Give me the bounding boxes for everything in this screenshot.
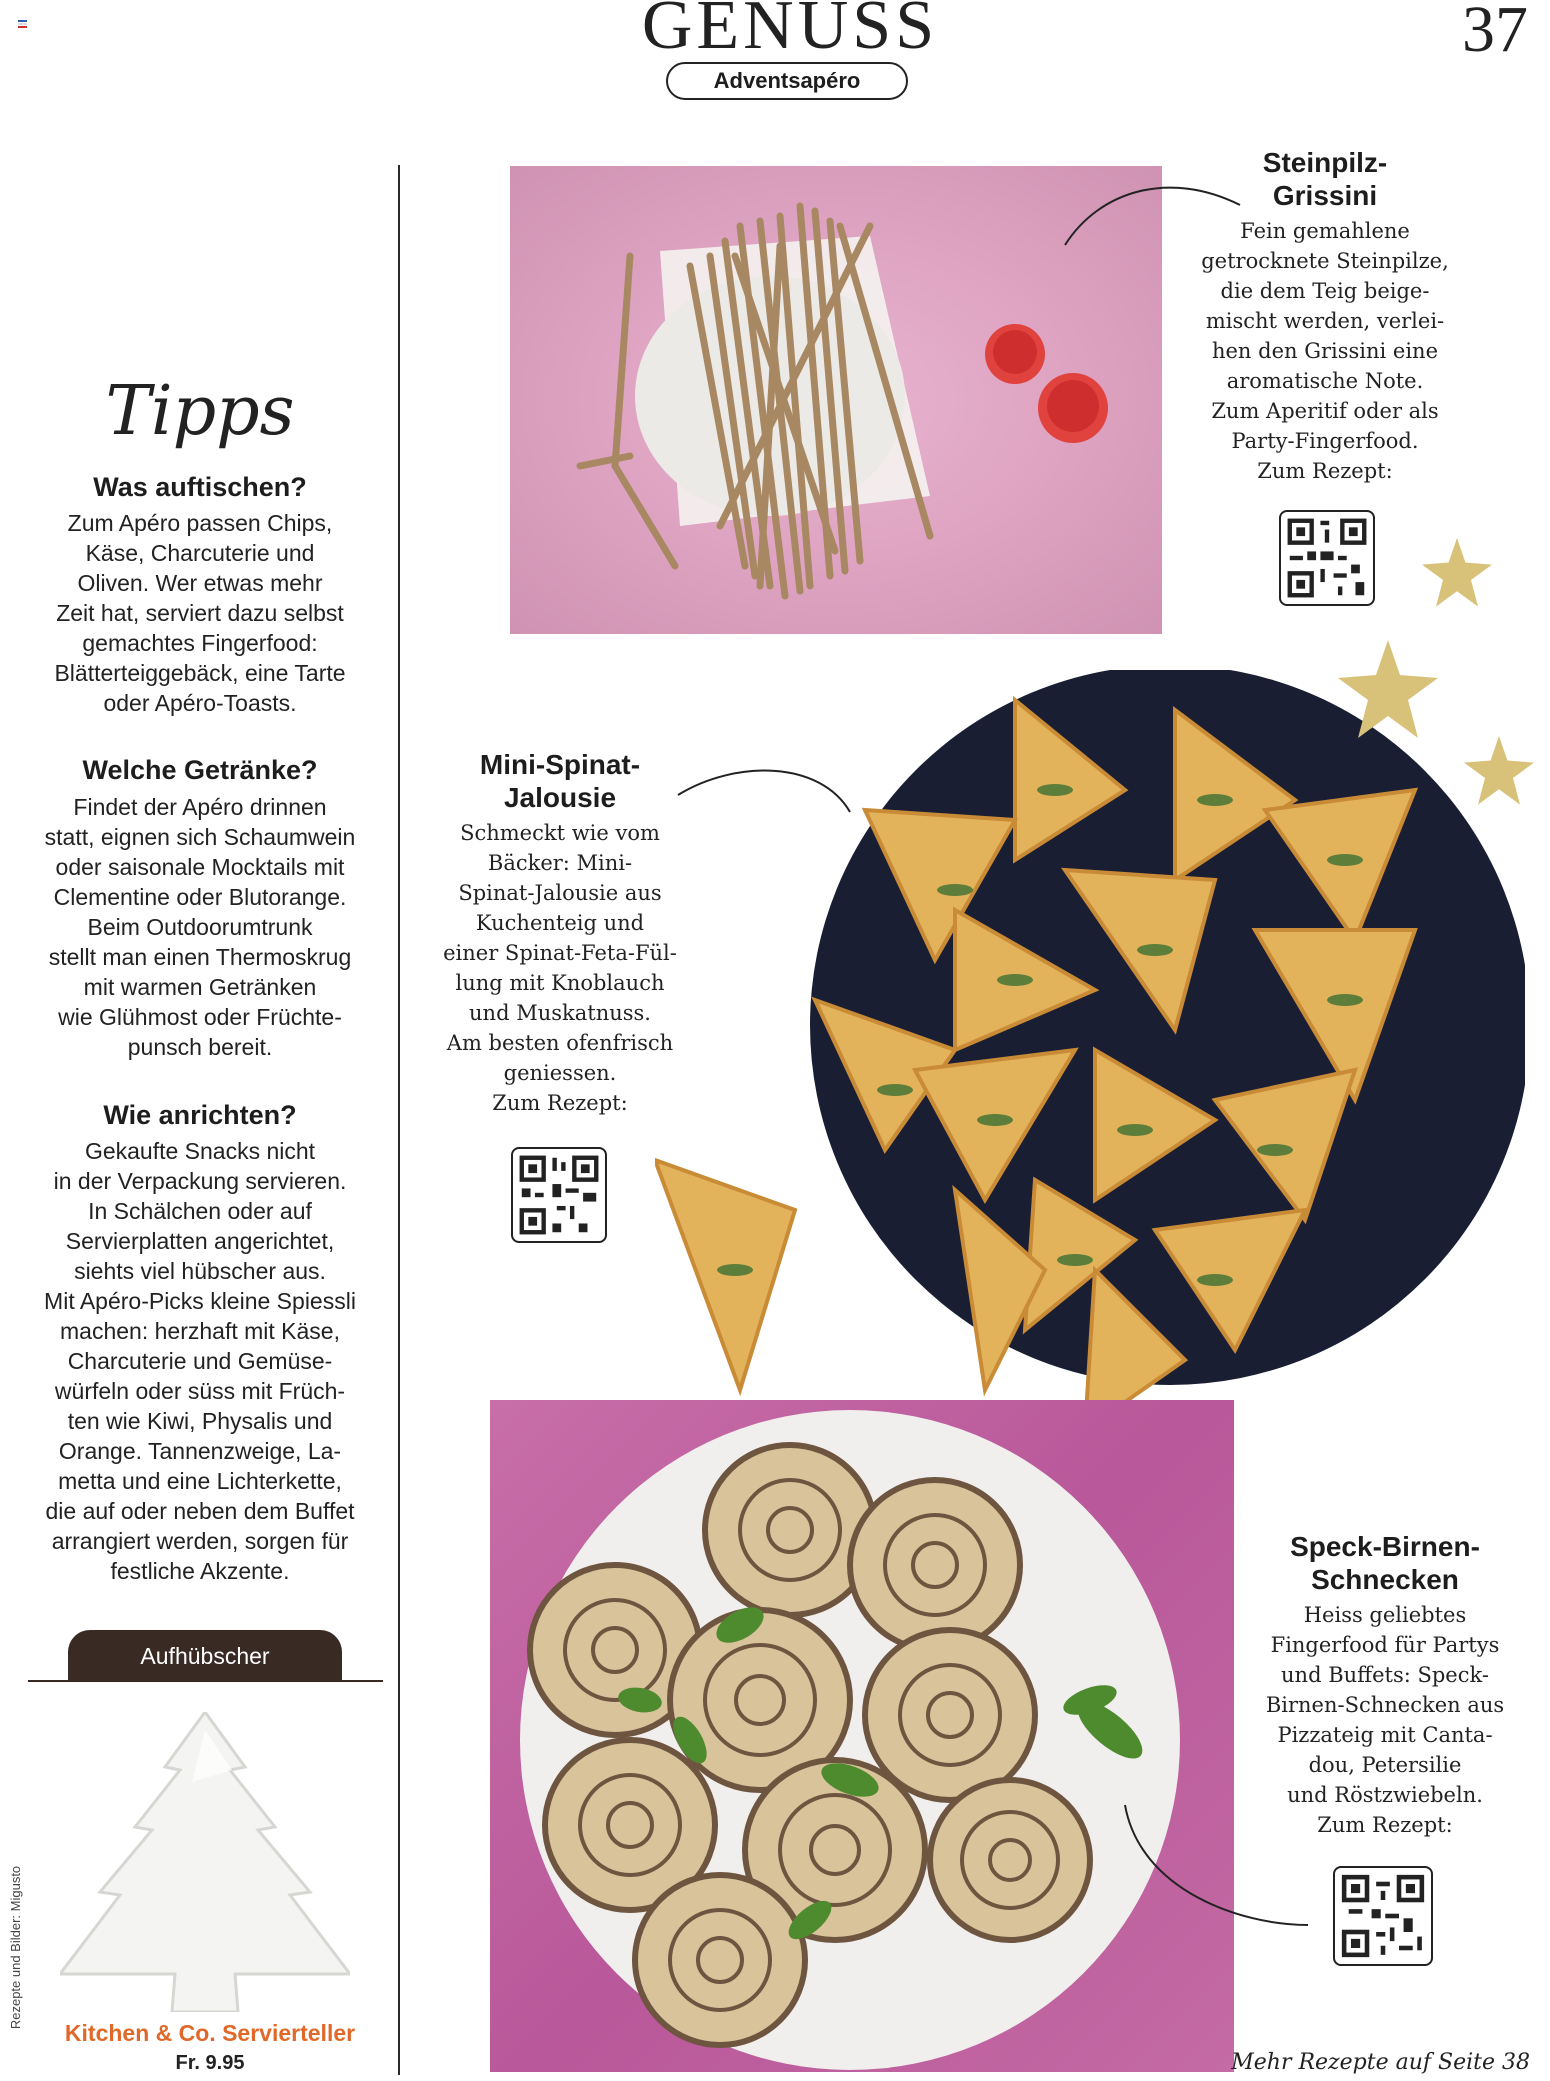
star-icon <box>1464 736 1534 806</box>
product-price: Fr. 9.95 <box>175 2052 245 2074</box>
spinach-pastry-photo <box>655 670 1525 1500</box>
column-divider <box>398 165 400 2075</box>
recipe-title-snails: Speck-Birnen- Schnecken <box>1290 1531 1480 1595</box>
tip-heading-arranging: Wie anrichten? <box>103 1100 297 1130</box>
tip-text-drinks: Findet der Apéro drinnen statt, eignen sich Schaumwein oder saisonale Mocktails mit Clementine oder Blutorange. Beim Outdoorumtrunk stellt man einen Thermoskrug mit warmen Getränken wie Glühmost oder Früchte- punsch bereit. <box>44 794 356 1060</box>
tree-plate-image <box>60 1712 350 2012</box>
qr-code-grissini[interactable] <box>1279 510 1375 606</box>
page-number: 37 <box>1462 0 1528 66</box>
recipe-text-grissini: Fein gemahlene getrocknete Steinpilze, die dem Teig beige- mischt werden, verlei- hen den Grissini eine aromatische Note. Zum Aperitif oder als Party-Fingerfood. Zum Rezept: <box>1201 219 1449 483</box>
recipe-text-spinach: Schmeckt wie vom Bäcker: Mini- Spinat-Jalousie aus Kuchenteig und einer Spinat-Feta-Fül- lung mit Knoblauch und Muskatnuss. Am besten ofenfrisch geniessen. Zum Rezept: <box>443 821 677 1115</box>
star-icon <box>1338 640 1438 740</box>
product-tab: Aufhübscher <box>68 1630 342 1680</box>
grissini-photo <box>510 166 1162 634</box>
recipe-title-spinach: Mini-Spinat- Jalousie <box>479 749 641 813</box>
product-rule <box>28 1680 383 1682</box>
star-icon <box>1422 538 1492 608</box>
snails-photo <box>490 1400 1234 2072</box>
qr-code-spinach[interactable] <box>511 1147 607 1243</box>
tip-heading-serving: Was auftischen? <box>93 472 307 502</box>
qr-code-snails[interactable] <box>1333 1866 1433 1966</box>
tip-text-arranging: Gekaufte Snacks nicht in der Verpackung servieren. In Schälchen oder auf Servierplatten angerichtet, siehts viel hübscher aus. Mit Apéro-Picks kleine Spiessli machen: herzhaft mit Käse, Charcuterie und Gemüse- würfeln oder süss mit Früch- ten wie Kiwi, Physalis und Orange. Tannenzweige, La- metta und eine Lichterkette, die auf oder neben dem Buffet arrangiert werden, sorgen für festliche Akzente. <box>44 1138 356 1584</box>
recipe-text-snails: Heiss geliebtes Fingerfood für Partys und Buffets: Speck- Birnen-Schnecken aus Pizzateig mit Canta- dou, Petersilie und Röstzwiebeln. Zum Rezept: <box>1265 1603 1505 1837</box>
more-recipes-note: Mehr Rezepte auf Seite 38 <box>1231 2050 1530 2075</box>
tip-heading-drinks: Welche Getränke? <box>82 755 318 785</box>
section-title: GENUSS <box>641 0 939 64</box>
recipe-title-grissini: Steinpilz- Grissini <box>1262 147 1388 211</box>
photo-credit: Rezepte und Bilder: Migusto <box>8 1865 24 2030</box>
rubric-badge: Adventsapéro <box>666 62 908 100</box>
product-name: Kitchen & Co. Servierteller <box>64 2020 356 2046</box>
tips-title: Tipps <box>105 372 295 451</box>
tip-text-serving: Zum Apéro passen Chips, Käse, Charcuterie und Oliven. Wer etwas mehr Zeit hat, serviert dazu selbst gemachtes Fingerfood: Blätterteiggebäck, eine Tarte oder Apéro-Toasts. <box>54 510 346 716</box>
